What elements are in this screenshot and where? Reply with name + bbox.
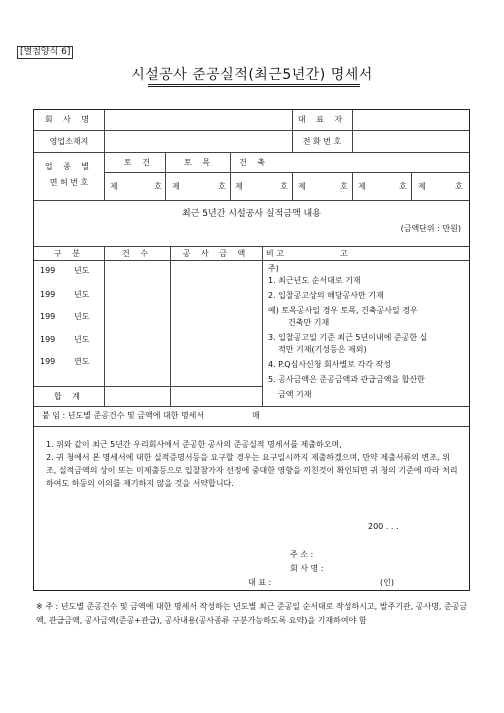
ho-label: 호 [340, 182, 348, 191]
col-line [230, 152, 231, 200]
note-line: 건축만 기재 [288, 318, 330, 327]
row-line [34, 246, 469, 247]
year-prefix: 199 [40, 312, 56, 321]
license-label-1: 업 종 별 [44, 162, 94, 171]
form-tag: [별첨양식 6] [17, 46, 73, 59]
type-civil-arch: 토 건 [124, 158, 154, 167]
no-label: 제 [358, 182, 366, 191]
no-label: 제 [418, 182, 426, 191]
year-suffix: 년도 [74, 312, 90, 321]
note-line: 1. 최근년도 순서대로 기재 [268, 276, 361, 285]
header-category: 구 분 [54, 249, 84, 258]
col-line [165, 152, 166, 200]
no-label: 제 [110, 182, 118, 191]
amount-unit: (금액단위 : 만원) [400, 224, 461, 233]
row-line [34, 200, 469, 201]
year-suffix: 년도 [74, 290, 90, 299]
notes-header: 주) [268, 264, 279, 273]
note-line: 예) 토목공사일 경우 토목, 건축공사일 경우 [268, 306, 418, 315]
col-line [352, 110, 353, 152]
date-line: 200 . . . [368, 522, 399, 531]
year-prefix: 199 [40, 290, 56, 299]
row-line [34, 260, 469, 261]
col-line [170, 246, 171, 406]
address-label: 영업소재지 [49, 137, 89, 146]
year-suffix: 년도 [74, 266, 90, 275]
no-label: 제 [172, 182, 180, 191]
address-sign-label: 주 소 : [290, 550, 314, 559]
title-underline [148, 84, 360, 85]
note-line: 3. 입찰공고일 기준 최근 5년이내에 준공한 실 [268, 333, 428, 342]
col-line [292, 172, 293, 200]
attachment-unit: 매 [252, 411, 260, 420]
year-prefix: 199 [40, 357, 56, 366]
page-title: 시설공사 준공실적(최근5년간) 명세서 [131, 67, 373, 83]
col-line [104, 246, 105, 406]
phone-label: 전 화 번 호 [302, 137, 342, 146]
header-remarks: 비 고 [266, 249, 284, 258]
no-label: 제 [235, 182, 243, 191]
col-line [352, 172, 353, 200]
representative-label: 대 표 자 [297, 115, 347, 124]
seal-mark: (인) [380, 578, 394, 587]
ho-label: 호 [218, 182, 226, 191]
ho-label: 호 [280, 182, 288, 191]
row-line [34, 386, 262, 387]
ho-label: 호 [455, 182, 463, 191]
company-sign-label: 회 사 명 : [290, 564, 324, 573]
row-line [34, 130, 469, 131]
year-prefix: 199 [40, 335, 56, 344]
note-line: 금액 기재 [278, 390, 312, 399]
col-line [262, 246, 263, 406]
header-amount: 공 사 금 액 [182, 249, 250, 258]
note-line: 2. 입찰공고상의 해당공사만 기재 [268, 291, 384, 300]
rep-sign-label: 대 표 : [248, 578, 272, 587]
row-line [34, 426, 469, 427]
note-line: 4. P.Q심사신청 회사별로 각각 작성 [268, 360, 391, 369]
company-name-label: 회 사 명 [44, 115, 94, 124]
total-label: 합 계 [54, 392, 84, 401]
type-civil: 토 목 [184, 158, 214, 167]
form-frame [33, 109, 470, 591]
year-suffix: 년도 [74, 335, 90, 344]
row-line [34, 152, 469, 153]
no-label: 제 [298, 182, 306, 191]
row-line [34, 406, 469, 407]
declaration-p1: 1. 위와 같이 최근 5년간 우리회사에서 준공한 공사의 준공실적 명세서를 제출하오며, [46, 440, 342, 449]
header-count: 건 수 [122, 249, 152, 258]
ho-label: 호 [154, 182, 162, 191]
header-remarks-end: 고 [340, 249, 348, 258]
year-suffix: 연도 [74, 357, 90, 366]
type-arch: 건 축 [239, 158, 269, 167]
year-prefix: 199 [40, 266, 56, 275]
declaration-p2: 2. 귀 청에서 본 명세서에 대한 실적증명서등을 요구할 경우는 요구일시까지 제출하겠으며, 만약 제출서류의 변조, 위조, 실적금액의 상이 또는 미제출등으로 입찰참가자 선정에 중대한 영향을 끼친것이 확인되면 귀 청의 기준에 따라 처리하여도 하등의 이의를 제기하지 않을 것을 서약합니다. [46, 453, 458, 488]
ho-label: 호 [399, 182, 407, 191]
note-line: 적만 기재(기성등은 제외) [278, 345, 367, 354]
row-line [104, 172, 469, 173]
note-line: 5. 공사금액은 준공금액과 관급금액을 합산한 [268, 375, 425, 384]
col-line [411, 172, 412, 200]
attachment-text: 붙 임 : 년도별 준공건수 및 금액에 대한 명세서 [42, 411, 205, 420]
footnote: ※ 주 : 년도별 준공건수 및 금액에 대한 명세서 작성하는 년도별 최근 준공일 순서대로 작성하시고, 발주기관, 공사명, 준공금액, 관급금액, 공사금액(준공+관급), 공사내용(공사종류 구분가능하도록 요약)을 기재하여야 함 [36, 602, 468, 625]
section-title: 최근 5년간 시설공사 실적금액 내용 [182, 209, 321, 219]
license-label-2: 면 허 번 호 [49, 178, 89, 187]
title-underline-2 [148, 86, 360, 87]
col-line [104, 110, 105, 200]
